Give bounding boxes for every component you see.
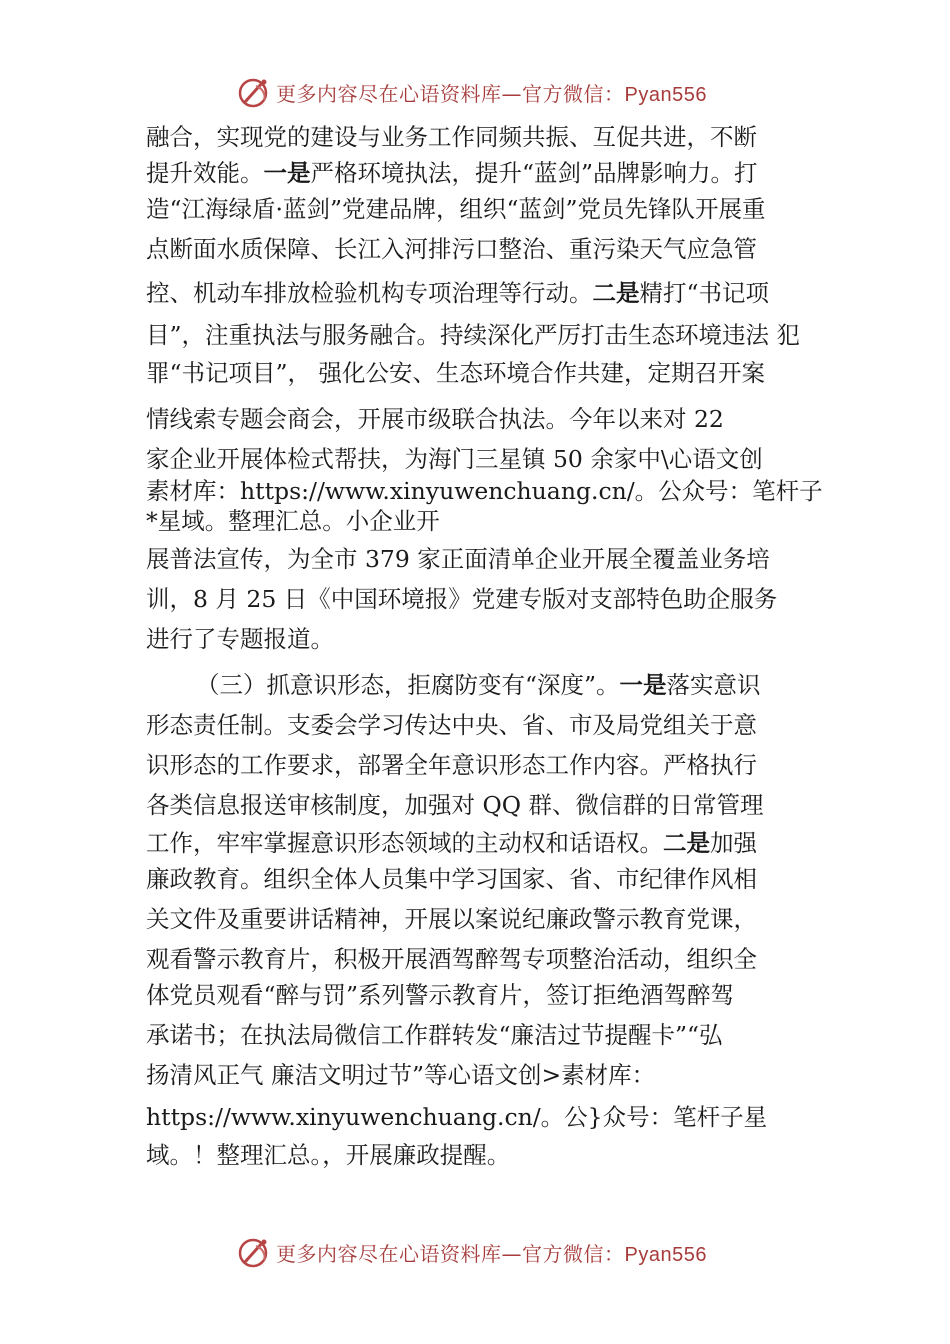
- text-line: [146, 544, 770, 574]
- text-run: 落实意识: [666, 671, 761, 699]
- footer-banner-text: 更多内容尽在心语资料库—官方微信：: [276, 1242, 625, 1266]
- text-run: 精打“书记项: [639, 279, 770, 307]
- brush-logo-icon: [236, 76, 272, 108]
- text-line: [146, 158, 758, 188]
- text-run: 域。！整理汇总。，开展廉政提醒。: [146, 1141, 511, 1169]
- text-line: [146, 506, 440, 536]
- text-run: 关文件及重要讲话精神，开展以案说纪廉政警示教育党课，: [146, 905, 757, 933]
- text-run: 训，8 月 25 日《中国环境报》党建专版对支部特色助企服务: [146, 585, 778, 613]
- text-run: 罪“书记项目”， 强化公安、生态环境合作共建，定期召开案: [146, 359, 765, 387]
- text-line: [146, 790, 763, 820]
- header-watermark-banner: [0, 72, 950, 112]
- text-run: 提升效能。: [146, 159, 264, 187]
- text-run: https://www.xinyuwenchuang.cn/。公}众号：笔杆子星: [146, 1103, 768, 1131]
- text-line: [146, 828, 757, 858]
- text-run: 家企业开展体检式帮扶，为海门三星镇 50 余家中\心语文创: [146, 445, 763, 473]
- text-line: [146, 194, 766, 224]
- text-line: [146, 122, 757, 152]
- text-line: [146, 1060, 655, 1090]
- bold-run: 一是: [619, 671, 667, 699]
- text-line: [146, 710, 757, 740]
- text-line: [146, 750, 757, 780]
- text-run: 扬清风正气 廉洁文明过节”等心语文创>素材库：: [146, 1061, 656, 1089]
- text-line: [146, 476, 823, 506]
- text-line: [146, 980, 734, 1010]
- text-line: [146, 584, 777, 614]
- text-run: 工作，牢牢掌握意识形态领域的主动权和话语权。: [146, 829, 663, 857]
- text-line: [146, 1020, 723, 1050]
- bold-run: 二是: [592, 279, 640, 307]
- text-run: 控、机动车排放检验机构专项治理等行动。: [146, 279, 593, 307]
- text-run: 观看警示教育片，积极开展酒驾醉驾专项整治活动，组织全: [146, 945, 757, 973]
- text-run: *星域。整理汇总。小企业开: [146, 507, 440, 535]
- header-banner-text: 更多内容尽在心语资料库—官方微信：: [276, 82, 625, 106]
- text-line: [146, 320, 800, 350]
- text-run: （三）抓意识形态，拒腐防变有“深度”。: [196, 671, 620, 699]
- text-line: [146, 864, 757, 894]
- text-run: 识形态的工作要求，部署全年意识形态工作内容。严格执行: [146, 751, 757, 779]
- text-run: 融合，实现党的建设与业务工作同频共振、互促共进，不断: [146, 123, 757, 151]
- header-banner-account: Pyan556: [624, 84, 707, 106]
- text-line: [146, 358, 765, 388]
- bold-run: 一是: [263, 159, 311, 187]
- text-line: [146, 404, 724, 434]
- text-line: [146, 944, 757, 974]
- text-run: 情线索专题会商会，开展市级联合执法。今年以来对 22: [146, 405, 724, 433]
- text-line: [146, 1140, 510, 1170]
- text-run: 造“江海绿盾·蓝剑”党建品牌，组织“蓝剑”党员先锋队开展重: [146, 195, 766, 223]
- text-run: 严格环境执法，提升“蓝剑”品牌影响力。打: [310, 159, 758, 187]
- text-line: [196, 670, 761, 700]
- text-line: [146, 624, 334, 654]
- text-run: 加强: [710, 829, 757, 857]
- text-run: 体党员观看“醉与罚”系列警示教育片，签订拒绝酒驾醉驾: [146, 981, 735, 1009]
- text-line: [146, 234, 757, 264]
- footer-watermark-banner: [0, 1232, 950, 1272]
- text-line: [146, 444, 763, 474]
- text-line: [146, 904, 757, 934]
- text-run: 形态责任制。支委会学习传达中央、省、市及局党组关于意: [146, 711, 757, 739]
- text-run: 展普法宣传，为全市 379 家正面清单企业开展全覆盖业务培: [146, 545, 770, 573]
- bold-run: 二是: [663, 829, 710, 857]
- text-run: 点断面水质保障、长江入河排污口整治、重污染天气应急管: [146, 235, 757, 263]
- text-run: 廉政教育。组织全体人员集中学习国家、省、市纪律作风相: [146, 865, 757, 893]
- brush-logo-icon: [236, 1236, 272, 1268]
- footer-banner-account: Pyan556: [624, 1244, 707, 1266]
- text-run: 进行了专题报道。: [146, 625, 334, 653]
- text-line: [146, 1102, 767, 1132]
- text-run: 素材库：https://www.xinyuwenchuang.cn/。公众号：笔杆子: [146, 477, 823, 505]
- text-line: [146, 278, 769, 308]
- text-run: 各类信息报送审核制度，加强对 QQ 群、微信群的日常管理: [146, 791, 764, 819]
- text-run: 承诺书；在执法局微信工作群转发“廉洁过节提醒卡”“弘: [146, 1021, 723, 1049]
- text-run: 目”，注重执法与服务融合。持续深化严厉打击生态环境违法 犯: [146, 321, 800, 349]
